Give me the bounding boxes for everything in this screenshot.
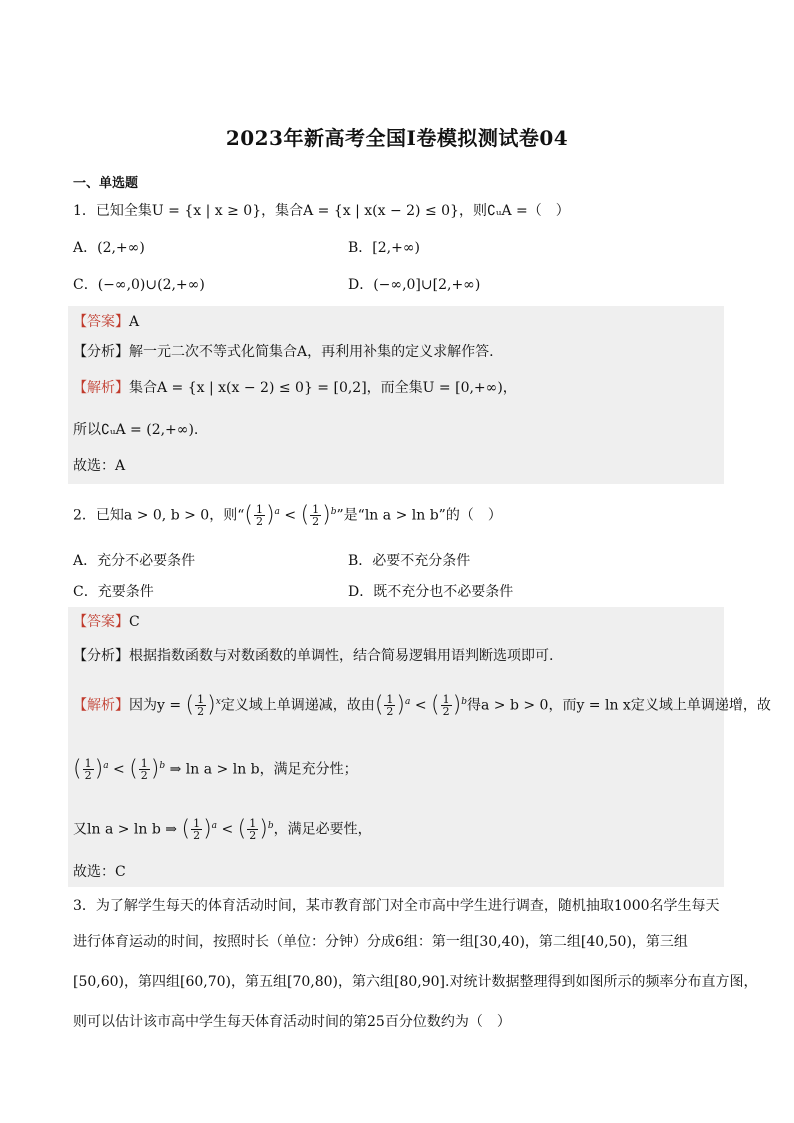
frac-num: 1 (197, 693, 205, 707)
frac-den: 2 (255, 515, 263, 529)
q3-line-2: 进行体育运动的时间，按照时长（单位：分钟）分成6组：第一组[30,40)，第二组[40,50)，第三组 (73, 934, 688, 950)
q1-answer: A (129, 314, 140, 330)
frac-den: 2 (442, 705, 450, 719)
page-title: 2023年新高考全国Ⅰ卷模拟测试卷04 (225, 126, 569, 150)
solution-tag: 【解析】 (73, 380, 129, 396)
solution-tag: 【解析】 (73, 697, 129, 714)
frac-num: 1 (193, 817, 201, 831)
q3-line-3: [50,60)，第四组[60,70)，第五组[70,80)，第六组[80,90].对统计数据整理得到如图所示的频率分布直方图， (73, 974, 758, 990)
q1-choice: 故选：A (73, 458, 126, 474)
q1-option-c: C．(−∞,0)∪(2,+∞) (73, 277, 205, 293)
q2-option-d: D．既不充分也不必要条件 (348, 584, 514, 600)
answer-tag: 【答案】 (73, 614, 129, 630)
q2-analysis: 根据指数函数与对数函数的单调性，结合简易逻辑用语判断选项即可. (129, 648, 554, 664)
q2-solution-line-3: 又ln a > ln b ⇒ ( $\frac{1}{2}$ )$^a$ < ( $\frac{1}{2}$ )$^b$，满足必要性， (73, 816, 372, 843)
q1-option-b: B．[2,+∞) (348, 240, 420, 256)
q1-solution-line (73, 378, 517, 398)
analysis-tag: 【分析】 (73, 344, 129, 360)
frac-den: 2 (386, 705, 394, 719)
lt-sign: < (414, 697, 427, 714)
frac-den: 2 (249, 829, 257, 843)
frac-num: 1 (312, 503, 320, 517)
q3-line-4: 则可以估计该市高中学生每天体育活动时间的第25百分位数约为（ ） (73, 1014, 511, 1030)
q2-option-a: A．充分不必要条件 (73, 553, 196, 569)
q2-sol2: ⇒ ln a > ln b，满足充分性； (169, 761, 358, 778)
frac-num: 1 (255, 503, 263, 517)
q1-analysis-line (73, 342, 494, 362)
q1-solution-2: 所以∁ᵤA = (2,+∞). (73, 422, 199, 438)
frac-den: 2 (197, 705, 205, 719)
q2-sol3b: ，满足必要性， (273, 821, 372, 838)
lt-sign: < (284, 507, 297, 524)
frac-num: 1 (442, 693, 450, 707)
q3-line-1: 3．为了解学生每天的体育活动时间，某市教育部门对全市高中学生进行调查，随机抽取1000名学生每天 (73, 898, 720, 914)
q2-sol3a: 又ln a > ln b ⇒ (73, 821, 178, 838)
answer-tag: 【答案】 (73, 314, 129, 330)
frac-num: 1 (84, 757, 92, 771)
frac-den: 2 (193, 829, 201, 843)
q1-answer-line (73, 312, 139, 332)
q2-sol1c: 得a > b > 0，而y = ln x定义域上单调递增，故 (466, 697, 771, 714)
q1-option-a: A．(2,+∞) (73, 240, 145, 256)
frac-num: 1 (249, 817, 257, 831)
q1-stem: 1．已知全集U = {x | x ≥ 0}，集合A = {x | x(x − 2) ≤ 0}，则∁ᵤA =（ ） (73, 203, 570, 219)
q2-stem-mid: ”是“ln a > ln b”的（ ） (336, 507, 502, 524)
section-heading: 一、单选题 (73, 176, 139, 191)
lt-sign: < (113, 761, 125, 778)
frac-den: 2 (312, 515, 320, 529)
q2-option-c: C．充要条件 (73, 584, 154, 600)
q2-analysis-line (73, 646, 553, 666)
lt-sign: < (221, 821, 234, 838)
q2-choice: 故选：C (73, 864, 126, 880)
frac-den: 2 (84, 769, 92, 783)
q2-sol1a: 因为y = (129, 697, 182, 714)
q1-option-d: D．(−∞,0]∪[2,+∞) (348, 277, 481, 293)
frac-num: 1 (386, 693, 394, 707)
q2-sol1b: 定义域上单调递减，故由 (220, 697, 375, 714)
q2-solution-line-2: ( $\frac{1}{2}$ )$^a$ < ( $\frac{1}{2}$ )$^b$ ⇒ ln a > ln b，满足充分性； (73, 756, 358, 783)
q2-option-b: B．必要不充分条件 (348, 553, 471, 569)
q1-solution-1: 集合A = {x | x(x − 2) ≤ 0} = [0,2]，而全集U = [0,+∞)， (129, 380, 517, 396)
q2-stem-prefix: 2．已知a > 0, b > 0，则“ (73, 507, 245, 524)
q2-stem: 2．已知a > 0, b > 0，则“( $\frac{1}{2}$ )$^a$ < ( $\frac{1}{2}$ )$^b$”是“ln a > ln b”的（ ） (73, 502, 502, 529)
frac-num: 1 (140, 757, 148, 771)
analysis-tag: 【分析】 (73, 648, 129, 664)
q1-analysis: 解一元二次不等式化简集合A，再利用补集的定义求解作答. (129, 344, 494, 360)
q2-solution-line-1: 【解析】因为y = ( $\frac{1}{2}$ )$^x$定义域上单调递减，故由( $\frac{1}{2}$ )$^a$ < ( $\frac{1}{2}$ )$^b$得a > b > 0，而y = ln x定义域上单调递增，故 (73, 692, 771, 719)
frac-den: 2 (140, 769, 148, 783)
q2-answer: C (129, 614, 140, 630)
q2-answer-line (73, 612, 140, 632)
